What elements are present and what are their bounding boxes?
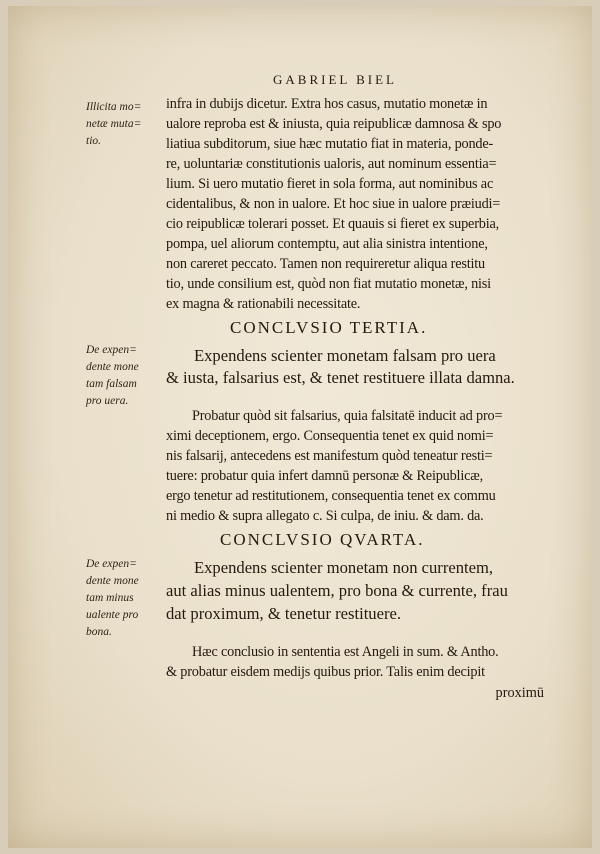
margin-note-line: De expen= — [86, 344, 137, 356]
margin-note-line: dente mone — [86, 361, 139, 373]
text-line: cidentalibus, & non in ualore. Et hoc siue in ualore præiudi= — [166, 196, 501, 212]
conclusio-quarta-statement-line: dat proximum, & tenetur restituere. — [166, 604, 402, 623]
catchword: proximū — [495, 685, 544, 701]
margin-note-line: tam falsam — [86, 378, 137, 390]
margin-note-line: ualente pro — [86, 609, 139, 621]
margin-note-line: dente mone — [86, 575, 139, 587]
text-line: ex magna & rationabili necessitate. — [166, 296, 361, 312]
margin-note-tertia — [86, 342, 164, 410]
conclusio-quarta-statement-line: aut alias minus ualentem, pro bona & currente, frau — [166, 581, 508, 600]
text-line: Hæc conclusio in sententia est Angeli in sum. & Antho. — [192, 644, 499, 660]
conclusio-quarta-heading: CONCLVSIO QVARTA. — [220, 530, 425, 549]
text-line: pompa, uel aliorum contemptu, aut alia sinistra intentione, — [166, 236, 488, 252]
margin-note-quarta — [86, 556, 164, 641]
text-line: cio reipublicæ tolerari posset. Et quauis si fieret ex superbia, — [166, 216, 500, 232]
text-line: tuere: probatur quia infert damnū personæ & Reipublicæ, — [166, 468, 483, 484]
text-line: lium. Si uero mutatio fieret in sola forma, aut nominibus ac — [166, 176, 494, 192]
margin-note-line: netæ muta= — [86, 118, 142, 130]
text-line: & probatur eisdem medijs quibus prior. Talis enim decipit — [166, 664, 485, 680]
text-line: ualore reproba est & iniusta, quia reipublicæ damnosa & spo — [166, 116, 502, 132]
text-line: ximi deceptionem, ergo. Consequentia tenet ex quid nomi= — [166, 428, 494, 444]
text-line: Probatur quòd sit falsarius, quia falsitatē inducit ad pro= — [192, 408, 503, 424]
margin-note-line: bona. — [86, 626, 112, 638]
text-line: re, uoluntariæ constitutionis ualoris, aut nominum essentia= — [166, 156, 497, 172]
running-head: GABRIEL BIEL — [273, 72, 397, 87]
margin-note-illicita — [86, 99, 164, 150]
conclusio-tertia-statement-line: & iusta, falsarius est, & tenet restituere illata damna. — [166, 368, 515, 387]
book-page — [8, 6, 592, 848]
conclusio-tertia-statement-line: Expendens scienter monetam falsam pro uera — [194, 346, 496, 365]
text-line: tio, unde consilium est, quòd non fiat mutatio monetæ, nisi — [166, 276, 491, 292]
margin-note-line: tio. — [86, 135, 102, 147]
text-line: non careret peccato. Tamen non requireretur aliqua restitu — [166, 256, 485, 272]
text-line: ni medio & supra allegato c. Si culpa, de iniu. & dam. da. — [166, 508, 484, 524]
margin-note-line: Illicita mo= — [86, 101, 142, 113]
conclusio-tertia-heading: CONCLVSIO TERTIA. — [230, 318, 428, 337]
conclusio-quarta-statement-line: Expendens scienter monetam non currentem, — [194, 558, 494, 577]
margin-note-line: De expen= — [86, 558, 137, 570]
text-line: liatiua subditorum, siue hæc mutatio fiat in materia, ponde- — [166, 136, 494, 152]
margin-note-line: tam minus — [86, 592, 134, 604]
text-line: nis falsarij, antecedens est manifestum quòd teneatur resti= — [166, 448, 493, 464]
text-line: ergo tenetur ad restitutionem, consequentia tenet ex commu — [166, 488, 496, 504]
margin-note-line: pro uera. — [86, 395, 129, 407]
text-line: infra in dubijs dicetur. Extra hos casus, mutatio monetæ in — [166, 96, 488, 112]
